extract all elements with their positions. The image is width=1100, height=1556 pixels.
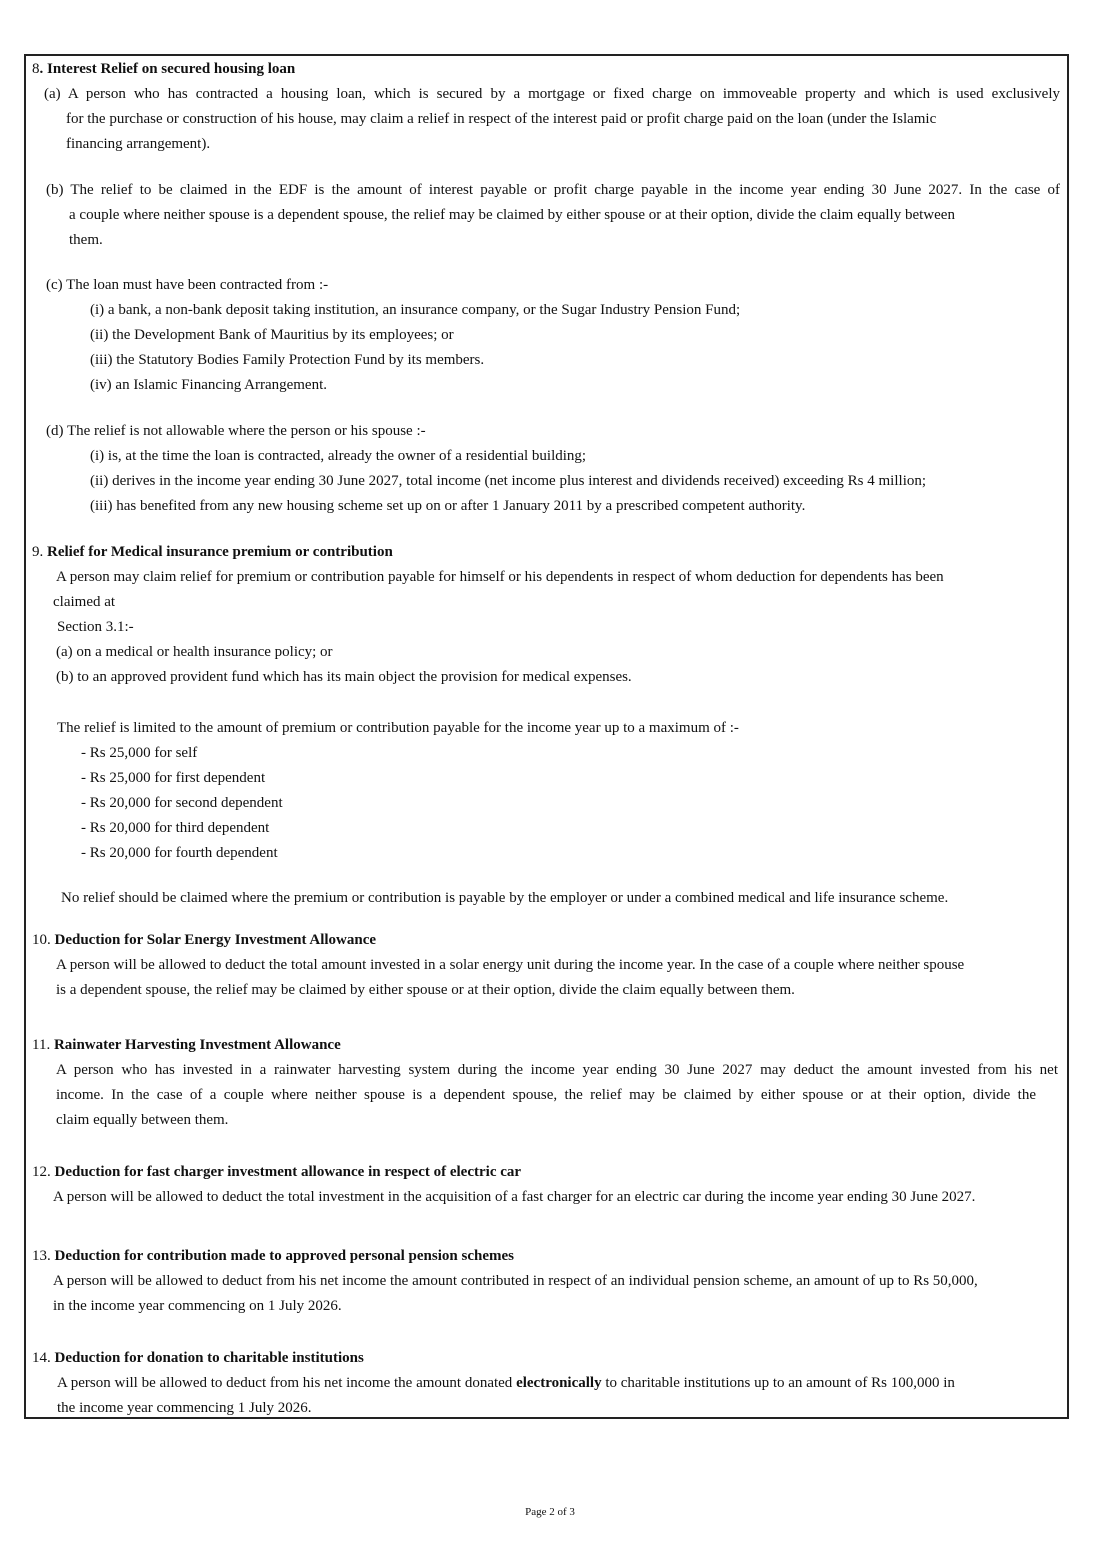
- section-11-heading: [32, 1036, 341, 1054]
- section-number: 9.: [32, 544, 47, 560]
- section-title: . Interest Relief on secured housing loan: [39, 61, 296, 77]
- section-14-heading: [32, 1349, 364, 1367]
- s8-d-item-2: (ii) derives in the income year ending 30 June 2027, total income (net income plus interest and dividends received) exceeding Rs 4 million;: [90, 473, 927, 489]
- s9-limit-self: - Rs 25,000 for self: [81, 745, 198, 761]
- section-title: Rainwater Harvesting Investment Allowance: [53, 1037, 341, 1053]
- s10-para-line2: is a dependent spouse, the relief may be claimed by either spouse or at their option, divide the claim equally between them.: [56, 982, 795, 998]
- s12-para-line1: A person will be allowed to deduct the total investment in the acquisition of a fast charger for an electric car during the income year ending 30 June 2027.: [53, 1189, 976, 1205]
- s8-a-line2: for the purchase or construction of his house, may claim a relief in respect of the interest paid or profit charge paid on the loan (under the Islamic: [66, 111, 937, 127]
- s11-para-line3: claim equally between them.: [56, 1112, 229, 1128]
- s11-para-line1: A person who has invested in a rainwater harvesting system during the income year ending 30 June 2027 may deduct the amount invested from his net: [56, 1062, 1058, 1078]
- s13-para-line1: A person will be allowed to deduct from his net income the amount contributed in respect of an individual pension scheme, an amount of up to Rs 50,000,: [53, 1273, 978, 1289]
- section-number: 8: [32, 61, 40, 77]
- s13-para-line2: in the income year commencing on 1 July 2026.: [53, 1298, 342, 1314]
- section-title: Deduction for fast charger investment allowance in respect of electric car: [54, 1164, 522, 1180]
- s8-a-line3: financing arrangement).: [66, 136, 211, 152]
- s8-c-item-4: (iv) an Islamic Financing Arrangement.: [90, 377, 328, 393]
- s9-section-ref: Section 3.1:-: [57, 619, 134, 635]
- s9-limit-second: - Rs 20,000 for second dependent: [81, 795, 283, 811]
- s8-b-line3: them.: [69, 232, 103, 248]
- section-number: 10.: [32, 932, 55, 948]
- s9-limit-fourth: - Rs 20,000 for fourth dependent: [81, 845, 278, 861]
- section-title: Relief for Medical insurance premium or contribution: [47, 544, 393, 560]
- section-10-heading: [32, 931, 376, 949]
- s14-para-line1: [57, 1374, 955, 1392]
- s8-c-intro: (c) The loan must have been contracted from :-: [46, 277, 329, 293]
- s14-text-part: to charitable institutions up to an amount of Rs 100,000 in: [601, 1375, 955, 1391]
- s10-para-line1: A person will be allowed to deduct the total amount invested in a solar energy unit during the income year. In the case of a couple where neither spouse: [56, 957, 965, 973]
- section-number: 14.: [32, 1350, 55, 1366]
- s8-c-item-3: (iii) the Statutory Bodies Family Protection Fund by its members.: [90, 352, 485, 368]
- section-number: 11.: [32, 1037, 54, 1053]
- s14-para-line2: the income year commencing 1 July 2026.: [57, 1400, 312, 1416]
- s8-a-line1: (a) A person who has contracted a housing loan, which is secured by a mortgage or fixed charge on immoveable property and which is used exclusively: [44, 86, 1060, 102]
- s9-limit-third: - Rs 20,000 for third dependent: [81, 820, 270, 836]
- s9-note: No relief should be claimed where the premium or contribution is payable by the employer or under a combined medical and life insurance scheme.: [61, 890, 949, 906]
- s9-para-line1: A person may claim relief for premium or contribution payable for himself or his dependents in respect of whom deduction for dependents has been: [56, 569, 944, 585]
- s8-d-intro: (d) The relief is not allowable where the person or his spouse :-: [46, 423, 426, 439]
- s8-c-item-2: (ii) the Development Bank of Mauritius by its employees; or: [90, 327, 454, 343]
- s11-para-line2: income. In the case of a couple where neither spouse is a dependent spouse, the relief may be claimed by either spouse or at their option, divide the: [56, 1087, 1036, 1103]
- s8-d-item-3: (iii) has benefited from any new housing scheme set up on or after 1 January 2011 by a prescribed competent authority.: [90, 498, 806, 514]
- s8-c-item-1: (i) a bank, a non-bank deposit taking institution, an insurance company, or the Sugar Industry Pension Fund;: [90, 302, 741, 318]
- section-number: 12.: [32, 1164, 55, 1180]
- s9-item-b: (b) to an approved provident fund which has its main object the provision for medical expenses.: [56, 669, 632, 685]
- s9-item-a: (a) on a medical or health insurance policy; or: [56, 644, 333, 660]
- s14-emphasis: electronically: [516, 1375, 602, 1391]
- page-number: Page 2 of 3: [525, 1506, 575, 1518]
- section-13-heading: [32, 1247, 514, 1265]
- s8-b-line1: (b) The relief to be claimed in the EDF is the amount of interest payable or profit charge payable in the income year ending 30 June 2027. In the case of: [46, 182, 1060, 198]
- s14-text-part: A person will be allowed to deduct from his net income the amount donated: [57, 1375, 517, 1391]
- s8-b-line2: a couple where neither spouse is a dependent spouse, the relief may be claimed by either spouse or at their option, divide the claim equally between: [69, 207, 955, 223]
- section-12-heading: [32, 1163, 521, 1181]
- section-8-heading: [32, 60, 295, 78]
- section-title: Deduction for Solar Energy Investment Allowance: [54, 932, 377, 948]
- s9-para-line2: claimed at: [53, 594, 116, 610]
- s9-limit-intro: The relief is limited to the amount of premium or contribution payable for the income year up to a maximum of :-: [57, 720, 739, 736]
- section-9-heading: [32, 543, 393, 561]
- section-title: Deduction for donation to charitable institutions: [54, 1350, 364, 1366]
- s9-limit-first: - Rs 25,000 for first dependent: [81, 770, 266, 786]
- section-title: Deduction for contribution made to approved personal pension schemes: [54, 1248, 514, 1264]
- section-number: 13.: [32, 1248, 55, 1264]
- s8-d-item-1: (i) is, at the time the loan is contracted, already the owner of a residential building;: [90, 448, 587, 464]
